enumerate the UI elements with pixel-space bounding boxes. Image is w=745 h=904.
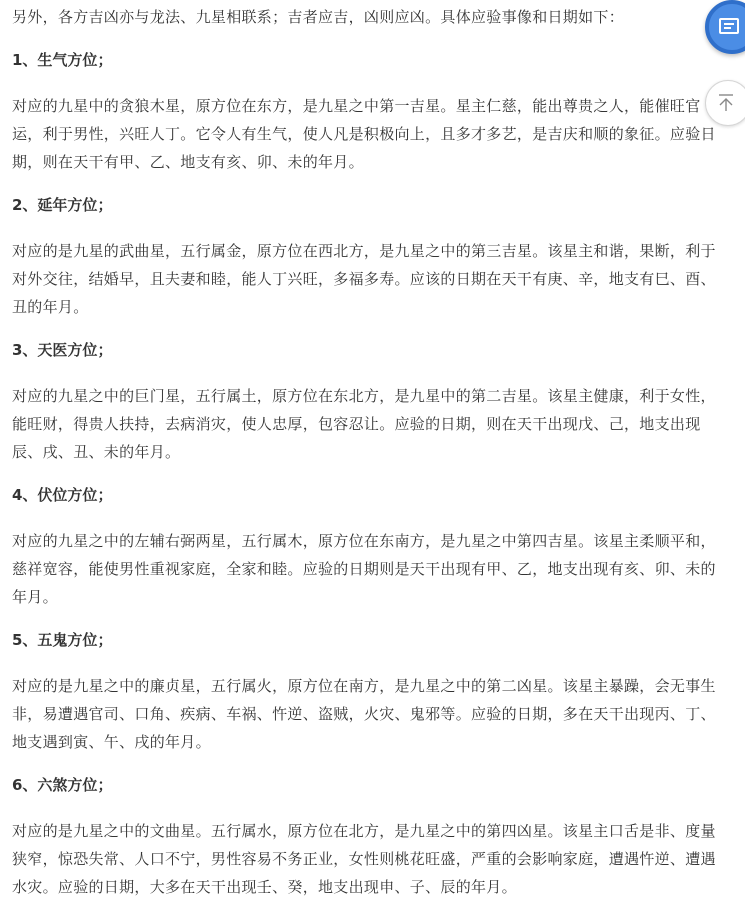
section-body: 对应的九星之中的左辅右弼两星，五行属木，原方位在东南方，是九星之中第四吉星。该星主柔顺平和，慈祥宽容，能使男性重视家庭，全家和睦。应验的日期则是天干出现有甲、乙，地支出现有亥、卯、未的年月。 <box>12 532 716 606</box>
section-heading: 2、延年方位； <box>12 196 113 214</box>
intro-paragraph: 另外，各方吉凶亦与龙法、九星相联系；吉者应吉，凶则应凶。具体应验事像和日期如下： <box>12 8 625 26</box>
section-heading: 4、伏位方位； <box>12 486 113 504</box>
back-to-top-button[interactable] <box>705 80 745 126</box>
section-yan-nian <box>12 191 730 321</box>
section-heading: 6、六煞方位； <box>12 776 113 794</box>
section-fu-wei <box>12 481 730 611</box>
section-heading: 3、天医方位； <box>12 341 113 359</box>
section-body: 对应的是九星的武曲星，五行属金，原方位在西北方，是九星之中的第三吉星。该星主和谐，果断，利于对外交往，结婚早，且夫妻和睦，能人丁兴旺，多福多寿。应该的日期在天干有庚、辛，地支有巳、酉、丑的年月。 <box>12 242 716 316</box>
section-body: 对应的是九星之中的廉贞星，五行属火，原方位在南方，是九星之中的第二凶星。该星主暴躁，会无事生非，易遭遇官司、口角、疾病、车祸、忤逆、盗贼，火灾、鬼邪等。应验的日期，多在天干出现丙、丁、地支遇到寅、午、戌的年月。 <box>12 677 716 751</box>
section-body: 对应的九星之中的巨门星，五行属土，原方位在东北方，是九星中的第二吉星。该星主健康，利于女性，能旺财，得贵人扶持，去病消灾，使人忠厚，包容忍让。应验的日期，则在天干出现戊、己，地支出现辰、戌、丑、未的年月。 <box>12 387 716 461</box>
section-body: 对应的是九星之中的文曲星。五行属水，原方位在北方，是九星之中的第四凶星。该星主口舌是非、度量狭窄，惊恐失常、人口不宁，男性容易不务正业，女性则桃花旺盛，严重的会影响家庭，遭遇忤逆、遭遇水灾。应验的日期，大多在天干出现壬、癸，地支出现申、子、辰的年月。 <box>12 822 716 896</box>
section-tian-yi <box>12 336 730 466</box>
section-wu-gui <box>12 626 730 756</box>
comment-icon <box>719 18 739 34</box>
section-body: 对应的九星中的贪狼木星，原方位在东方，是九星之中第一吉星。星主仁慈，能出尊贵之人，能催旺官运，利于男性，兴旺人丁。它令人有生气，使人凡是积极向上，且多才多艺，是吉庆和顺的象征。应验日期，则在天干有甲、乙、地支有亥、卯、未的年月。 <box>12 97 716 171</box>
section-sheng-qi <box>12 46 730 176</box>
section-liu-sha <box>12 771 730 901</box>
section-heading: 5、五鬼方位； <box>12 631 113 649</box>
arrow-up-icon <box>718 94 734 112</box>
section-heading: 1、生气方位； <box>12 51 113 69</box>
